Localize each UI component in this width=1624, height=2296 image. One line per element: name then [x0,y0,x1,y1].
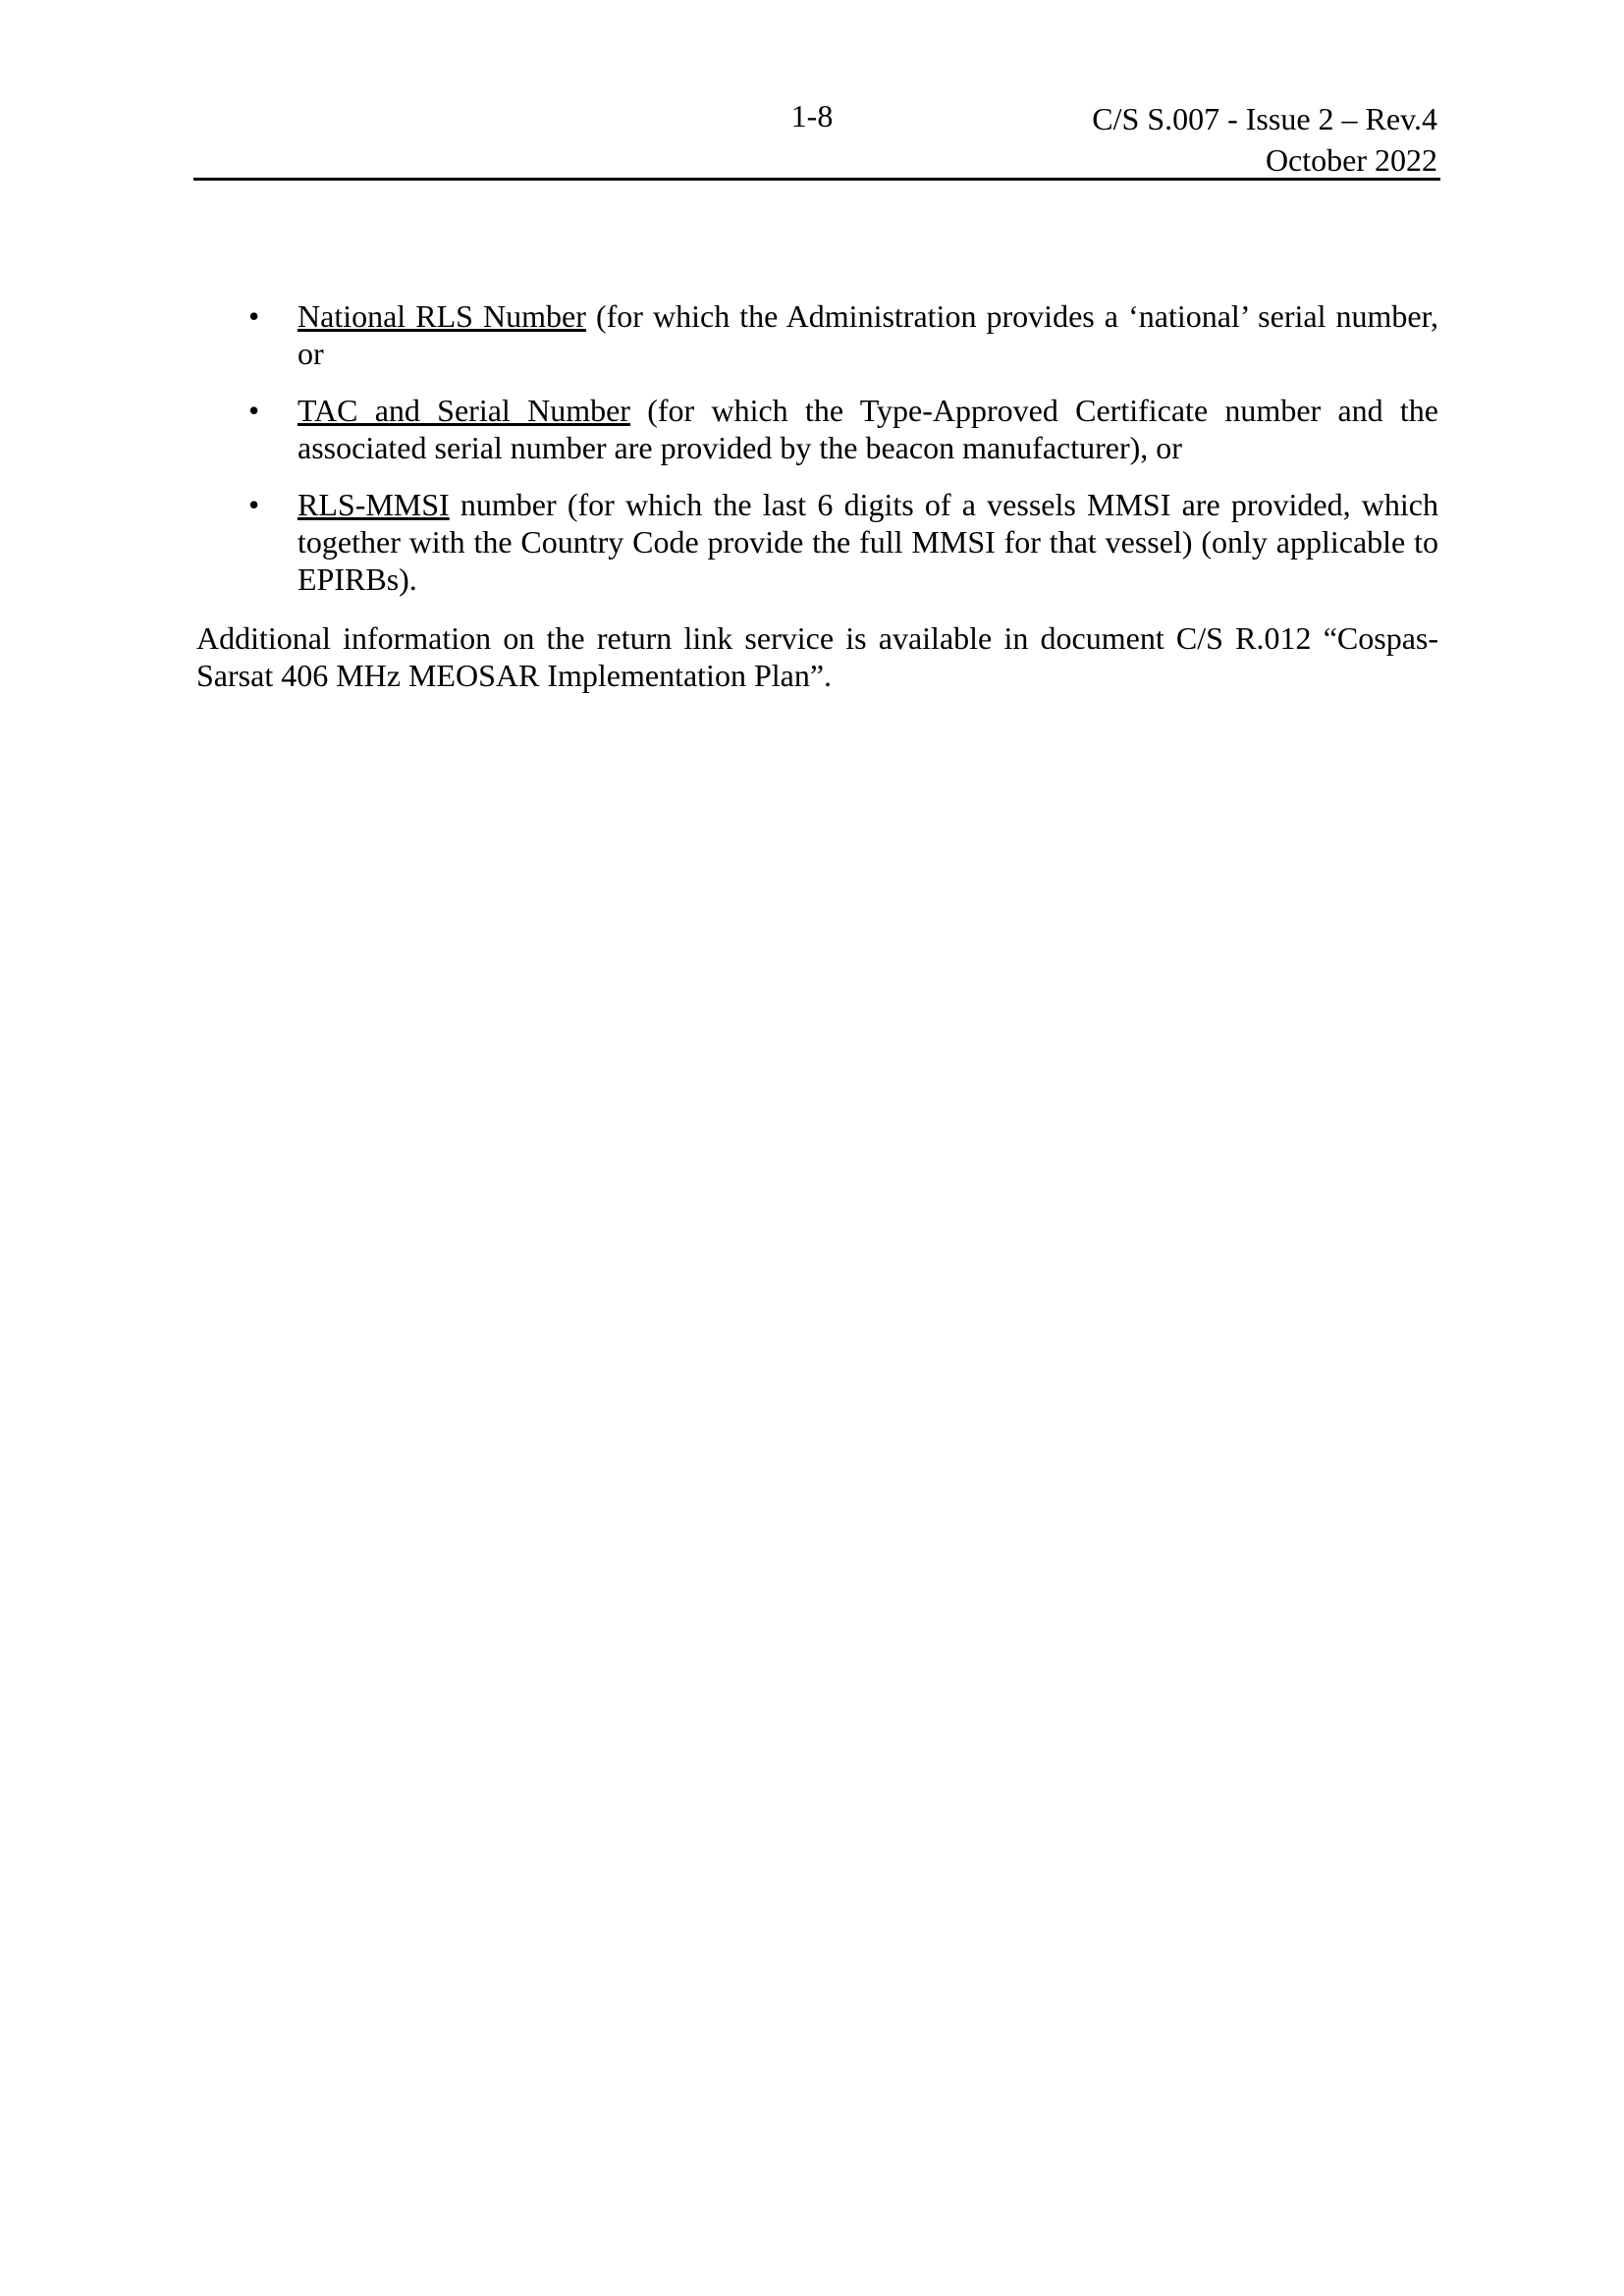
bullet-icon: • [248,298,260,334]
document-date: October 2022 [1265,142,1437,178]
list-item-text: (for which the Type-Approved Certificate number and the associated serial number are provided by the beacon manufacturer), or [298,393,1439,465]
list-item-term: TAC and Serial Number [298,393,630,428]
list-item-text: (for which the Administration provides a ‘national’ serial number, or [298,298,1439,371]
bullet-icon: • [248,393,260,428]
page-number: 1-8 [790,98,834,133]
document-reference [1092,98,1437,181]
list-item [196,392,1438,466]
list-item-term: RLS-MMSI [298,487,450,522]
header-divider [193,178,1440,181]
page-body [196,297,1438,725]
list-item [196,297,1438,372]
list-item-text: number (for which the last 6 digits of a vessels MMSI are provided, which together with the Country Code provide the full MMSI for that vessel) (only applicable to EPIRBs). [298,487,1438,597]
document-id: C/S S.007 - Issue 2 – Rev.4 [1092,101,1437,136]
list-item-term: National RLS Number [298,298,586,334]
body-paragraph: Additional information on the return link service is available in document C/S R.012 “Cospas-Sarsat 406 MHz MEOSAR Implementation Plan”. [196,620,1438,693]
bullet-icon: • [248,487,260,522]
list-item [196,486,1438,598]
bullet-list [196,297,1438,598]
